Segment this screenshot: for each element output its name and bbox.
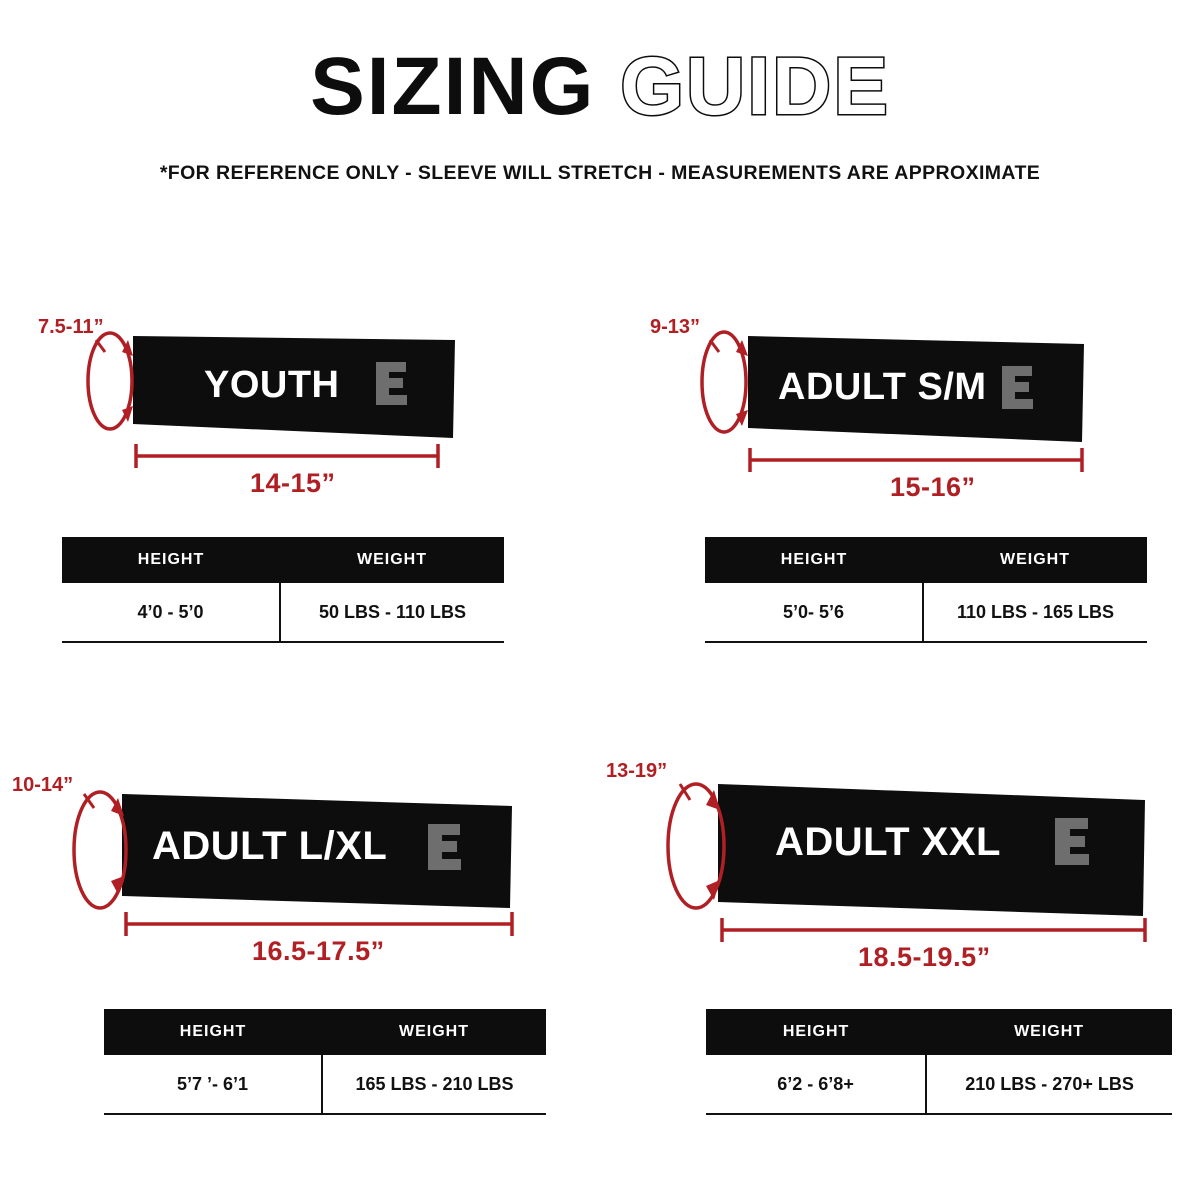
spec-header-height: HEIGHT — [705, 537, 923, 583]
size-panel-youth — [0, 256, 600, 728]
sleeve-size-label-adult-sm: ADULT S/M — [778, 366, 987, 408]
spec-table-adult-lxl — [104, 1009, 546, 1115]
size-panel-adult-lxl — [0, 728, 600, 1200]
spec-value-height: 4’0 - 5’0 — [62, 583, 280, 642]
spec-header-weight: WEIGHT — [926, 1009, 1172, 1055]
spec-header-weight: WEIGHT — [923, 537, 1147, 583]
spec-header-weight: WEIGHT — [280, 537, 504, 583]
sleeve-diagram-adult-sm — [600, 256, 1200, 516]
sleeve-diagram-adult-lxl — [0, 728, 600, 988]
sleeve-diagram-youth — [0, 256, 600, 516]
circumference-label-youth: 7.5-11” — [38, 316, 104, 338]
brand-e-logo-icon — [376, 362, 407, 405]
brand-e-logo-icon — [428, 824, 461, 870]
size-panel-adult-sm — [600, 256, 1200, 728]
size-panel-adult-xxl — [600, 728, 1200, 1200]
page-subtitle: *FOR REFERENCE ONLY - SLEEVE WILL STRETCH - MEASUREMENTS ARE APPROXIMATE — [159, 162, 1041, 184]
spec-table-youth — [62, 537, 504, 643]
spec-value-height: 6’2 - 6’8+ — [706, 1055, 926, 1114]
spec-value-weight: 165 LBS - 210 LBS — [322, 1055, 546, 1114]
circumference-label-adult-xxl: 13-19” — [606, 760, 668, 782]
brand-e-logo-icon — [1002, 366, 1033, 409]
spec-value-weight: 50 LBS - 110 LBS — [280, 583, 504, 642]
sleeve-size-label-youth: YOUTH — [204, 364, 340, 406]
length-label-adult-lxl: 16.5-17.5” — [252, 936, 385, 966]
spec-header-weight: WEIGHT — [322, 1009, 546, 1055]
length-label-adult-xxl: 18.5-19.5” — [858, 942, 991, 972]
length-label-youth: 14-15” — [250, 468, 336, 498]
spec-header-height: HEIGHT — [104, 1009, 322, 1055]
spec-value-weight: 110 LBS - 165 LBS — [923, 583, 1147, 642]
spec-header-height: HEIGHT — [706, 1009, 926, 1055]
spec-value-height: 5’0- 5’6 — [705, 583, 923, 642]
sleeve-size-label-adult-xxl: ADULT XXL — [775, 820, 1001, 864]
sleeve-diagram-adult-xxl — [600, 728, 1200, 988]
page-header — [0, 0, 1200, 185]
circumference-label-adult-lxl: 10-14” — [12, 774, 74, 796]
page-title — [310, 41, 890, 132]
brand-e-logo-icon — [1055, 818, 1089, 865]
spec-table-adult-sm — [705, 537, 1147, 643]
spec-value-weight: 210 LBS - 270+ LBS — [926, 1055, 1172, 1114]
circumference-label-adult-sm: 9-13” — [650, 316, 701, 338]
sleeve-size-label-adult-lxl: ADULT L/XL — [152, 824, 388, 868]
spec-header-height: HEIGHT — [62, 537, 280, 583]
spec-table-adult-xxl — [706, 1009, 1172, 1115]
size-panel-grid — [0, 256, 1200, 1200]
spec-value-height: 5’7 ’- 6’1 — [104, 1055, 322, 1114]
length-label-adult-sm: 15-16” — [890, 472, 976, 502]
page-title-solid: SIZING — [310, 41, 621, 132]
page-title-outline: GUIDE — [620, 41, 890, 132]
